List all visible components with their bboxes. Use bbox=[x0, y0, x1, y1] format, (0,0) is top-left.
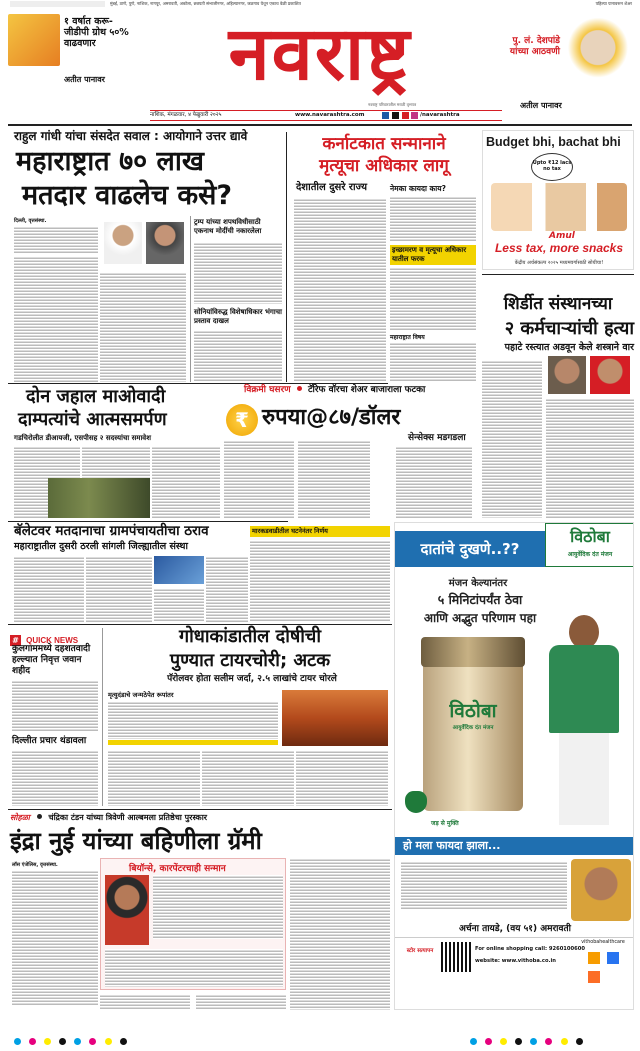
tooth-icon bbox=[405, 791, 427, 813]
cartoon-figures bbox=[491, 183, 627, 231]
jar-brand: विठोबा bbox=[449, 700, 497, 722]
award-headline[interactable]: इंद्रा नुई यांच्या बहिणीला ग्रॅमी bbox=[10, 827, 262, 855]
maoists-body-2 bbox=[82, 446, 150, 478]
social-icons[interactable] bbox=[382, 112, 418, 123]
hash-icon: # bbox=[10, 635, 21, 646]
lead-body-1 bbox=[14, 226, 98, 254]
lead-column-1 bbox=[14, 218, 98, 254]
x-icon[interactable] bbox=[392, 112, 399, 119]
ballot-marathi-body bbox=[250, 540, 390, 622]
box-1-body bbox=[390, 196, 476, 242]
vithoba-ad[interactable] bbox=[394, 522, 634, 1010]
award-box-body-2 bbox=[105, 949, 283, 987]
date-bar bbox=[150, 110, 502, 121]
right-teaser[interactable] bbox=[508, 14, 634, 114]
ad-testimonial-photo bbox=[571, 859, 631, 921]
bullet-icon bbox=[37, 814, 42, 819]
trump-body-1 bbox=[194, 242, 282, 304]
shirdi-headline-2[interactable]: २ कर्मचाऱ्यांची हत्या bbox=[504, 318, 634, 339]
godhakand-photo bbox=[282, 690, 388, 746]
godhakand-box-head: मृत्युदंडाचे जन्मठेपेत रूपांतर bbox=[108, 691, 174, 699]
ad-line-3: आणि अद्भुत परिणाम पहा bbox=[423, 611, 537, 625]
award-body-3 bbox=[196, 994, 286, 1010]
cartoon-slogan: Less tax, more snacks bbox=[494, 241, 624, 255]
ad-shop-label: स्टोर सत्यापन bbox=[406, 948, 434, 954]
instagram-icon[interactable] bbox=[411, 112, 418, 119]
left-teaser-author: अतीत पानावर bbox=[64, 75, 105, 84]
teaser-image bbox=[8, 14, 60, 66]
godhakand-headline-1[interactable]: गोधाकांडातील दोषीची bbox=[178, 626, 322, 647]
godhakand-box bbox=[108, 690, 278, 746]
date-line: नाशिक, मंगळवार, ४ फेब्रुवारी २०२५ bbox=[150, 112, 222, 118]
ad-model bbox=[531, 615, 634, 833]
karnataka-headline-2[interactable]: मृत्यूचा अधिकार लागू bbox=[319, 156, 449, 176]
maoists-body-3 bbox=[152, 446, 220, 518]
trump-head-2[interactable]: सोनियांविरुद्ध विशेषाधिकार भंगाचा प्रस्ताव दाखल bbox=[194, 308, 282, 325]
shirdi-photos bbox=[546, 356, 632, 394]
box-1-title: नेमका कायदा काय? bbox=[390, 184, 446, 193]
maoists-headline-1[interactable]: दोन जहाल माओवादी bbox=[26, 386, 166, 407]
award-box bbox=[100, 858, 286, 990]
ad-brand: विठोबा bbox=[570, 527, 610, 546]
ballot-marathi-box bbox=[250, 526, 390, 622]
tagline: नवराष्ट्र परिवारातील मराठी वृत्तपत्र bbox=[368, 102, 417, 107]
ad-web[interactable]: website: www.vithoba.co.in bbox=[475, 958, 556, 964]
godhakand-box-highlight bbox=[108, 740, 278, 745]
karnataka-headline-1[interactable]: कर्नाटकात सन्मानाने bbox=[322, 134, 446, 154]
rupee-icon: ₹ bbox=[226, 404, 258, 436]
award-body-1 bbox=[12, 870, 98, 1006]
lead-photo bbox=[100, 216, 188, 268]
ad-title-bar bbox=[395, 531, 545, 567]
jar-lid bbox=[421, 637, 525, 667]
left-teaser[interactable] bbox=[8, 14, 136, 90]
paper-name: नवराष्ट्र bbox=[228, 11, 412, 97]
store-icons[interactable] bbox=[587, 950, 631, 970]
maoists-photo bbox=[48, 478, 150, 518]
section-rule bbox=[8, 809, 392, 810]
maoists-sub[interactable]: गडचिरोलीत डीआयजी, एसपीसह २ सदस्यांचा समावेश bbox=[14, 434, 151, 442]
jar-sub: आयुर्वेदिक दंत मंजन bbox=[452, 725, 494, 731]
trump-body-2 bbox=[194, 330, 282, 382]
rupee-kicker-black: टॅरिफ वॉरचा शेअर बाजाराला फटका bbox=[307, 385, 426, 395]
ballot-photo bbox=[154, 556, 204, 584]
ad-brand-sub: आयुर्वेदिक दंत मंजन bbox=[567, 551, 613, 558]
ballot-headline[interactable]: बॅलेटवर मतदानाचा ग्रामपंचायतीचा ठराव bbox=[14, 523, 209, 539]
sensex-head[interactable]: सेन्सेक्स मडगडला bbox=[408, 433, 466, 443]
maoists-body-4 bbox=[14, 482, 46, 518]
ad-footer bbox=[395, 937, 634, 977]
sensex-body bbox=[396, 446, 472, 518]
ad-line-2: ५ मिनिटांपर्यंत ठेवा bbox=[437, 592, 523, 607]
godhakand-body-1 bbox=[108, 750, 200, 806]
award-dateline: लॉस एंजेलिस, वृत्तसंस्था. bbox=[12, 862, 58, 868]
cartoon-brand: Amul bbox=[549, 231, 575, 241]
maoists-headline-2[interactable]: दाम्पत्यांचे आत्मसमर्पण bbox=[18, 409, 167, 430]
trump-head-1[interactable]: ट्रम्प यांच्या शपथविधीसाठी एकनाथ मोदींची नकारलेला bbox=[194, 218, 262, 235]
karnataka-sub[interactable]: देशातील दुसरे राज्य bbox=[296, 182, 368, 193]
award-kicker-row bbox=[10, 812, 390, 824]
top-strip-note: पहिल्या पानावरून शेअर bbox=[595, 1, 632, 6]
right-teaser-author: अतील पानावर bbox=[520, 101, 562, 110]
award-body-2 bbox=[100, 994, 190, 1010]
quick-news-label bbox=[10, 628, 90, 645]
ad-phone[interactable]: For online shopping call: 9260100600 bbox=[475, 946, 585, 952]
rupee-kicker-red: विक्रमी घसरण bbox=[244, 385, 291, 395]
award-kicker: चंद्रिका टंडन यांच्या त्रिवेणी आल्बमला प्रतिष्ठेचा पुरस्कार bbox=[48, 813, 208, 822]
lead-body-2 bbox=[14, 256, 98, 382]
portrait-image bbox=[566, 18, 630, 96]
section-rule bbox=[8, 624, 392, 625]
lead-body-3 bbox=[100, 272, 186, 382]
cartoon-box[interactable] bbox=[482, 130, 634, 270]
rupee-body-1 bbox=[224, 440, 294, 518]
godhakand-box-body bbox=[108, 701, 278, 739]
qr-code-icon[interactable] bbox=[441, 942, 471, 972]
shirdi-sub[interactable]: पहाटे रस्त्यात अडवून केले शस्त्राने वार bbox=[504, 342, 634, 353]
registration-box bbox=[10, 1, 105, 7]
lead-headline-1[interactable]: महाराष्ट्रात ७० लाख bbox=[16, 146, 204, 177]
box-2-title: इच्छामरण व मृत्यूचा अधिकार यातील फरक bbox=[390, 245, 476, 265]
registration-marks-right bbox=[470, 1030, 640, 1038]
ballot-body-2 bbox=[86, 556, 152, 622]
ad-claim: जड़ से मुक्ति bbox=[431, 820, 459, 827]
quick-news-body-1 bbox=[12, 680, 98, 732]
quick-news-body-2 bbox=[12, 750, 98, 806]
ad-testimonial-name: अर्चना तायडे, (वय ५१) अमरावती bbox=[459, 924, 571, 934]
right-teaser-text: पु. लं. देशपांडे यांच्या आठवणी bbox=[509, 36, 560, 57]
masthead-rule bbox=[8, 124, 632, 126]
cartoon-caption: केंद्रीय अर्थसंकल्प २०२५ मध्यमवर्गासाठी सोयीचा! bbox=[514, 260, 604, 266]
karnataka-body bbox=[294, 198, 386, 382]
left-teaser-text: १ वर्षात करू- जीडीपी ग्रोथ ५०% वाढवणार bbox=[64, 16, 129, 49]
award-box-title: बियॉन्से, कारपेंटरचाही सन्मान bbox=[129, 864, 226, 874]
lead-dateline: दिल्ली, वृत्तसंस्था. bbox=[14, 218, 47, 224]
ballot-body-4 bbox=[154, 588, 204, 622]
shirdi-rule bbox=[482, 274, 634, 275]
ad-jar bbox=[423, 643, 523, 811]
cartoon-speech-bubble bbox=[531, 153, 573, 181]
award-kicker-left: सोहळा bbox=[10, 813, 30, 822]
lead-kicker[interactable]: राहुल गांधी यांचा संसदेत सवाल : आयोगाने उत्तर द्यावे bbox=[14, 129, 248, 143]
ad-benefit-bar bbox=[395, 837, 634, 855]
godhakand-body-2 bbox=[202, 750, 294, 806]
ad-handle[interactable]: vithobahealthcare bbox=[581, 940, 625, 945]
award-box-body-1 bbox=[153, 875, 283, 939]
cartoon-title: Budget bhi, bachat bhi bbox=[486, 135, 621, 149]
cartoon-speech: Upto ₹12 lacs no tax bbox=[532, 160, 572, 172]
rupee-body-2 bbox=[298, 440, 370, 518]
lead-headline-2[interactable]: मतदार वाढलेच कसे? bbox=[22, 180, 233, 211]
shirdi-body-1 bbox=[482, 360, 542, 518]
godhakand-body-3 bbox=[296, 750, 388, 806]
shirdi-headline-1[interactable]: शिर्डीत संस्थानच्या bbox=[503, 294, 613, 314]
col-divider bbox=[190, 216, 191, 382]
paper-logo[interactable] bbox=[150, 8, 490, 104]
bullet-icon bbox=[297, 386, 302, 391]
box-3-title: महाराष्ट्रात विषय bbox=[390, 334, 425, 341]
award-body-4 bbox=[290, 858, 390, 1010]
ad-line-1: मंजन केल्यानंतर bbox=[448, 578, 508, 589]
facebook-icon[interactable] bbox=[382, 112, 389, 119]
shirdi-body-2 bbox=[546, 398, 634, 518]
rupee-headline[interactable]: रुपया@८७/डॉलर bbox=[262, 405, 401, 430]
award-photo bbox=[105, 875, 149, 945]
col-divider bbox=[102, 628, 103, 806]
col-divider bbox=[286, 132, 287, 382]
quick-news-text: QUICK NEWS bbox=[26, 636, 79, 645]
ad-benefit: हो मला फायदा झाला... bbox=[403, 839, 501, 852]
youtube-icon[interactable] bbox=[402, 112, 409, 119]
ballot-body-3 bbox=[206, 556, 248, 622]
ballot-sub[interactable]: महाराष्ट्रातील दुसरी ठरली सांगली जिल्ह्यातील संस्था bbox=[14, 541, 188, 552]
ad-logo-box bbox=[545, 523, 634, 567]
godhakand-sub[interactable]: पॅरोलवर होता सलीम जर्दा, २.५ लाखांचे टायर चोरले bbox=[167, 674, 337, 684]
ad-title: दातांचे दुखणे..?? bbox=[420, 540, 520, 558]
website-link[interactable]: www.navarashtra.com bbox=[295, 112, 365, 118]
ballot-marathi-head: मारकडवाडीतील घटनेनंतर निर्णय bbox=[250, 526, 390, 537]
ad-testimonial-body bbox=[401, 861, 567, 909]
godhakand-headline-2[interactable]: पुण्यात टायरचोरी; अटक bbox=[169, 650, 331, 671]
ballot-body-1 bbox=[14, 556, 84, 622]
quick-news-item-1[interactable]: कुलगाममध्ये दहशतवादी हल्ल्यात निवृत्त जवान शहीद bbox=[12, 644, 91, 676]
social-handle[interactable]: /navarashtra bbox=[420, 112, 460, 118]
registration-marks-left bbox=[14, 1030, 194, 1038]
editions-line: मुंबई, ठाणे, पुणे, नाशिक, नागपूर, अमरावती, अकोला, छत्रपती संभाजीनगर, अहिल्यानगर, जळगाव येथून एकाच वेळी प्रकाशित bbox=[110, 1, 301, 6]
quick-news-item-2[interactable]: दिल्लीत प्रचार थंडावला bbox=[12, 736, 87, 746]
